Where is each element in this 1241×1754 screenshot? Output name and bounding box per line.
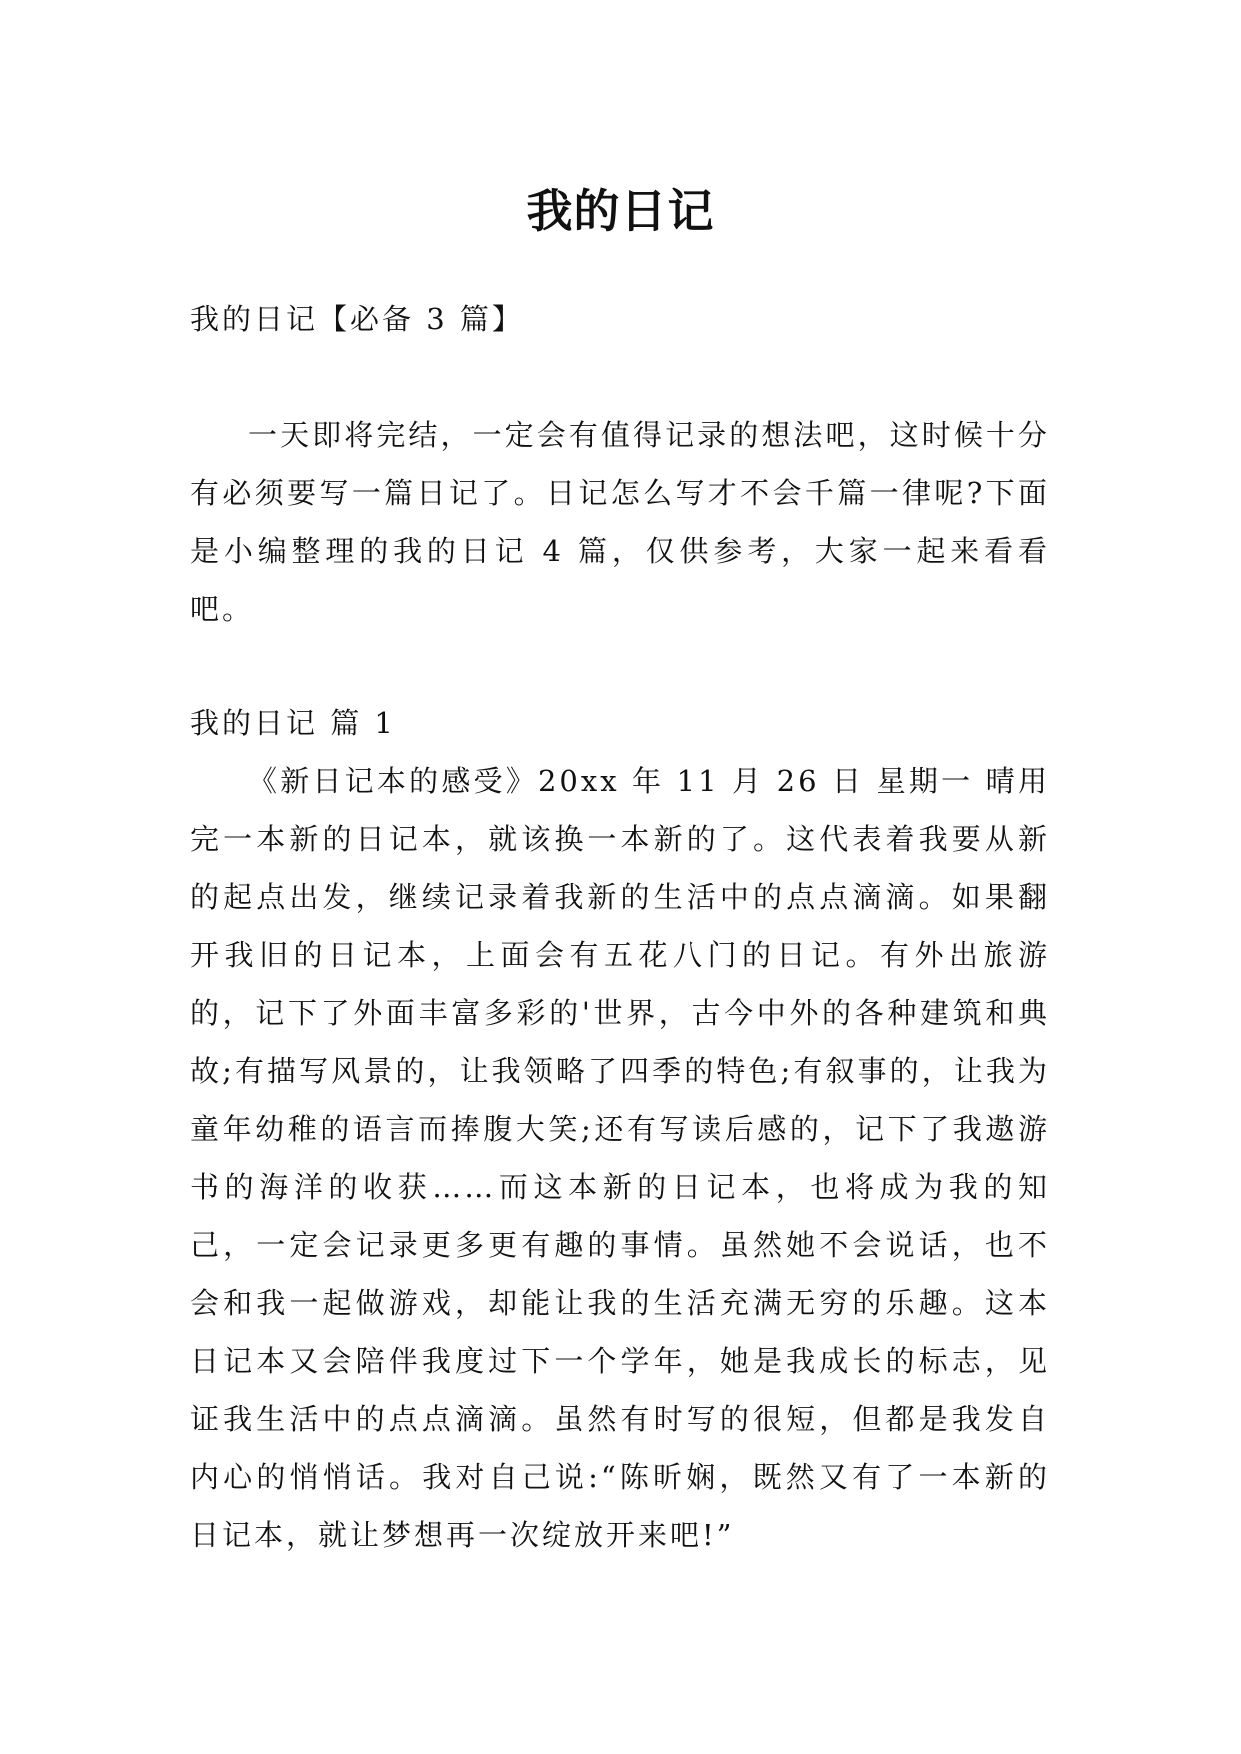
spacer <box>190 348 1050 406</box>
section-body: 《新日记本的感受》20xx 年 11 月 26 日 星期一 晴用完一本新的日记本，就该换一本新的了。这代表着我要从新的起点出发，继续记录着我新的生活中的点点滴滴。如果翻开我旧的日记本，上面会有五花八门的日记。有外出旅游的，记下了外面丰富多彩的'世界，古今中外的各种建筑和典故;有描写风景的，让我领略了四季的特色;有叙事的，让我为童年幼稚的语言而捧腹大笑;还有写读后感的，记下了我遨游书的海洋的收获……而这本新的日记本，也将成为我的知己，一定会记录更多更有趣的事情。虽然她不会说话，也不会和我一起做游戏，却能让我的生活充满无穷的乐趣。这本日记本又会陪伴我度过下一个学年，她是我成长的标志，见证我生活中的点点滴滴。虽然有时写的很短，但都是我发自内心的悄悄话。我对自己说:“陈昕娴，既然又有了一本新的日记本，就让梦想再一次绽放开来吧!” <box>190 764 1050 1552</box>
document-body <box>190 290 1050 1564</box>
document-subtitle: 我的日记【必备 3 篇】 <box>190 302 524 336</box>
section-heading: 我的日记 篇 1 <box>190 706 396 740</box>
intro-paragraph: 一天即将完结，一定会有值得记录的想法吧，这时候十分有必须要写一篇日记了。日记怎么写才不会千篇一律呢?下面是小编整理的我的日记 4 篇，仅供参考，大家一起来看看吧。 <box>190 418 1050 626</box>
spacer <box>190 638 1050 694</box>
document-title: 我的日记 <box>526 183 715 238</box>
